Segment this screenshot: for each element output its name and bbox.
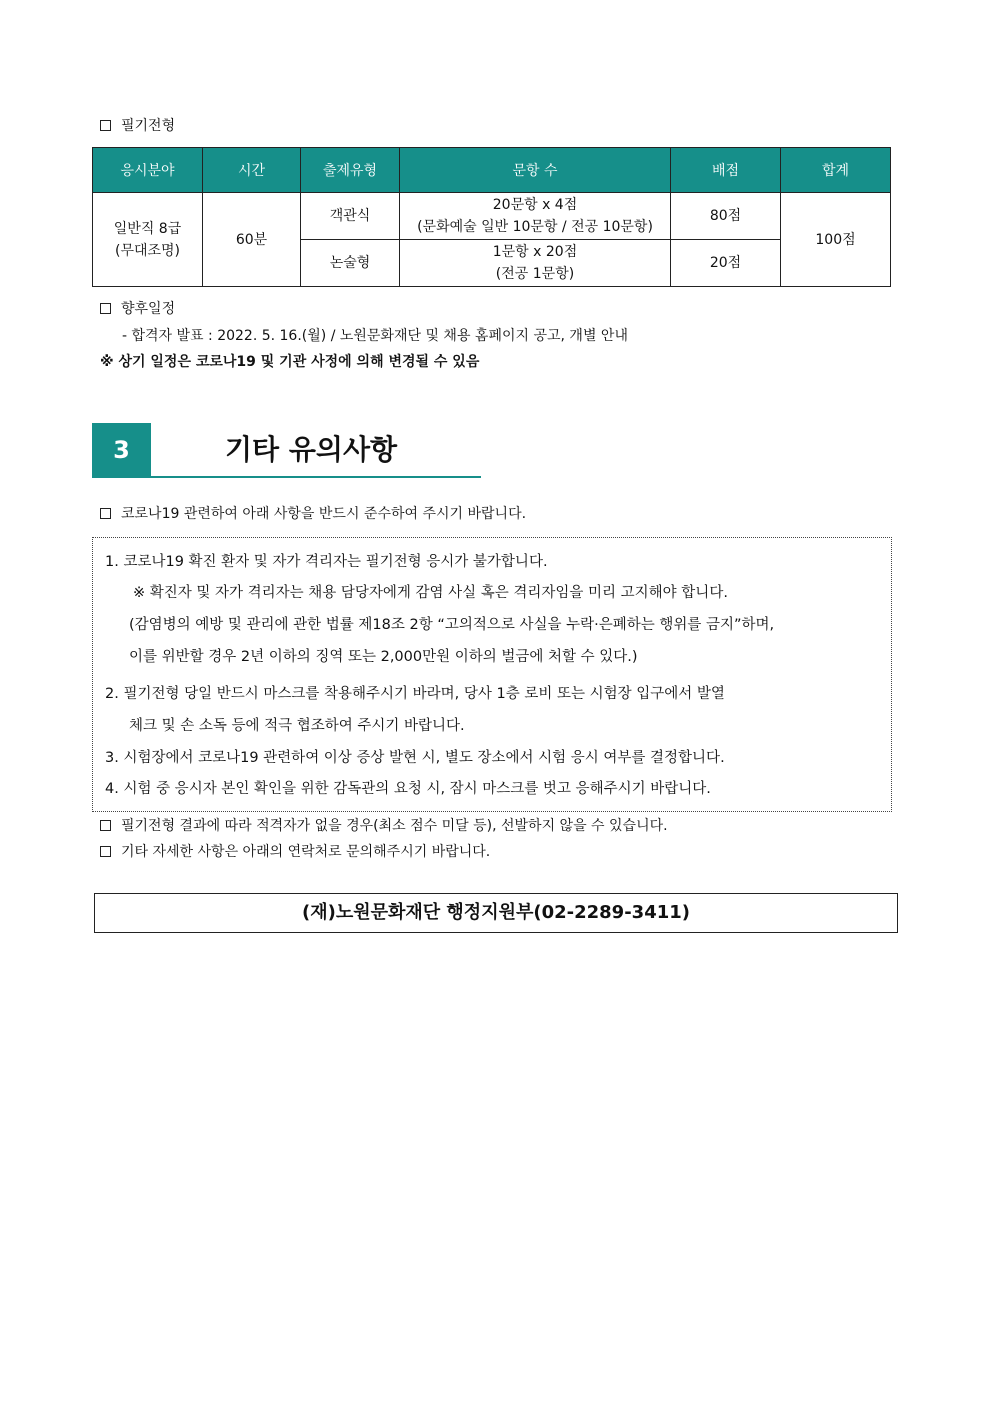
notice-item-2-cont: 체크 및 손 소독 등에 적극 협조하여 주시기 바랍니다. — [129, 718, 465, 734]
table-row — [93, 193, 891, 240]
notice-item-1-note: ※ 확진자 및 자가 격리자는 채용 담당자에게 감염 사실 혹은 격리자임을 미리 고지해야 합니다. — [133, 585, 728, 601]
schedule-note: ※ 상기 일정은 코로나19 및 기관 사정에 의해 변경될 수 있음 — [100, 354, 480, 370]
notice-item-3: 3. 시험장에서 코로나19 관련하여 이상 증상 발현 시, 별도 장소에서 시험 응시 여부를 결정합니다. — [105, 750, 725, 766]
section-title: 기타 유의사항 — [225, 433, 398, 466]
table-header-row — [93, 148, 891, 193]
notice-item-1-law: (감염병의 예방 및 관리에 관한 법률 제18조 2항 “고의적으로 사실을 누락·은폐하는 행위를 금지”하며, — [129, 617, 775, 633]
score-cell: 80점 — [671, 193, 781, 240]
score-cell: 20점 — [671, 240, 781, 287]
no-qualified-note: 필기전형 결과에 따라 적격자가 없을 경우(최소 점수 미달 등), 선발하지 않을 수 있습니다. — [100, 816, 668, 836]
count-cell: 1문항 x 20점 (전공 1문항) — [400, 240, 671, 287]
notice-item-1: 1. 코로나19 확진 환자 및 자가 격리자는 필기전형 응시가 불가합니다. — [105, 554, 548, 570]
header-total: 합계 — [781, 148, 891, 193]
covid-intro: 코로나19 관련하여 아래 사항을 반드시 준수하여 주시기 바랍니다. — [100, 504, 526, 524]
checkbox-square-icon — [100, 508, 111, 519]
count-cell: 20문항 x 4점 (문화예술 일반 10문항 / 전공 10문항) — [400, 193, 671, 240]
time-cell: 60분 — [203, 193, 301, 287]
announcement-line: - 합격자 발표 : 2022. 5. 16.(월) / 노원문화재단 및 채용 홈페이지 공고, 개별 안내 — [122, 328, 628, 344]
header-time: 시간 — [203, 148, 301, 193]
written-exam-heading: 필기전형 — [100, 116, 175, 136]
type-cell: 논술형 — [301, 240, 400, 287]
section-underline — [151, 476, 481, 478]
checkbox-square-icon — [100, 120, 111, 131]
type-cell: 객관식 — [301, 193, 400, 240]
notice-item-1-penalty: 이를 위반할 경우 2년 이하의 징역 또는 2,000만원 이하의 벌금에 처할 수 있다.) — [129, 649, 638, 665]
checkbox-square-icon — [100, 820, 111, 831]
field-cell: 일반직 8급 (무대조명) — [93, 193, 203, 287]
notice-item-4: 4. 시험 중 응시자 본인 확인을 위한 감독관의 요청 시, 잠시 마스크를 벗고 응해주시기 바랍니다. — [105, 781, 711, 797]
header-score: 배점 — [671, 148, 781, 193]
header-type: 출제유형 — [301, 148, 400, 193]
checkbox-square-icon — [100, 303, 111, 314]
covid-notice-box — [92, 537, 892, 812]
schedule-heading: 향후일정 — [100, 299, 175, 319]
header-count: 문항 수 — [400, 148, 671, 193]
total-cell: 100점 — [781, 193, 891, 287]
written-exam-table — [92, 147, 891, 287]
checkbox-square-icon — [100, 846, 111, 857]
header-field: 응시분야 — [93, 148, 203, 193]
contact-box: (재)노원문화재단 행정지원부(02-2289-3411) — [94, 893, 898, 933]
section-number: 3 — [92, 423, 151, 478]
inquiry-note: 기타 자세한 사항은 아래의 연락처로 문의해주시기 바랍니다. — [100, 842, 490, 862]
notice-item-2: 2. 필기전형 당일 반드시 마스크를 착용해주시기 바라며, 당사 1층 로비 또는 시험장 입구에서 발열 — [105, 686, 725, 702]
